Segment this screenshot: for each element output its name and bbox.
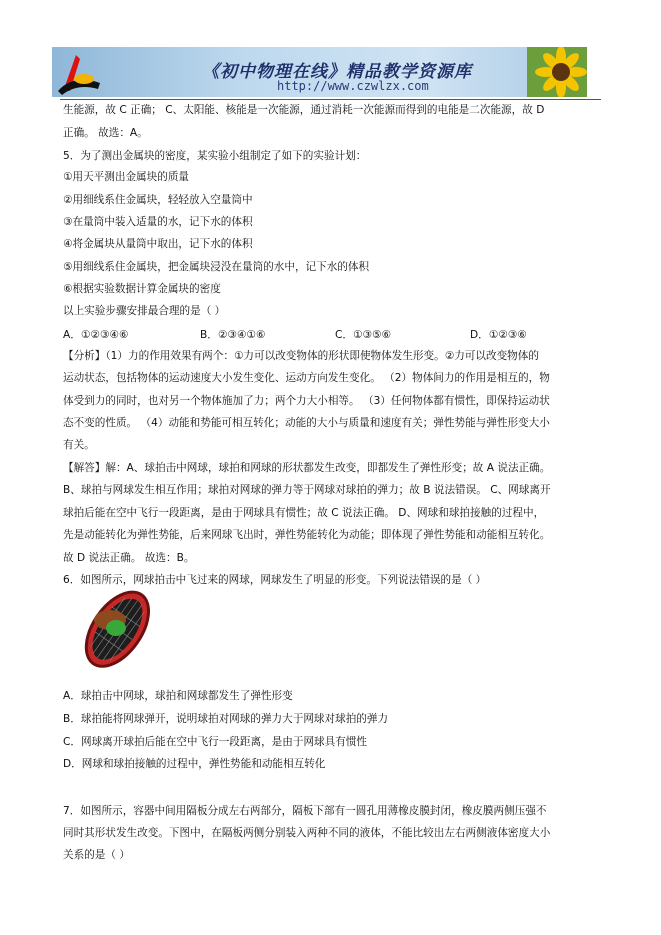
text-line: ①用天平测出金属块的质量: [63, 171, 190, 183]
text-line: 以上实验步骤安排最合理的是（ ）: [63, 305, 226, 317]
text-line: A．球拍击中网球，球拍和网球都发生了弹性形变: [63, 690, 293, 702]
text-line: ②用细线系住金属块，轻轻放入空量筒中: [63, 194, 253, 206]
text-line: 生能源，故 C 正确； C、太阳能、核能是一次能源，通过消耗一次能源而得到的电能是二次能源，故 D: [63, 104, 545, 116]
text-line: ④将金属块从量筒中取出，记下水的体积: [63, 238, 253, 250]
text-line: ⑤用细线系住金属块，把金属块浸没在量筒的水中，记下水的体积: [63, 261, 370, 273]
text-line: 正确。 故选：A。: [63, 127, 148, 139]
text-line: 5．为了测出金属块的密度，某实验小组制定了如下的实验计划：: [63, 150, 367, 162]
text-line: 有关。: [63, 439, 95, 451]
q5-option-a: A．①②③④⑥: [63, 329, 129, 341]
header-url: http://www.czwlzx.com: [277, 79, 429, 93]
text-line: 态不变的性质。 （4）动能和势能可相互转化；动能的大小与质量和速度有关；弹性势能与弹性形变大小: [63, 417, 550, 429]
text-line: B．球拍能将网球弹开，说明球拍对网球的弹力大于网球对球拍的弹力: [63, 713, 389, 725]
header-title: 《初中物理在线》精品教学资源库: [202, 62, 472, 82]
text-line: 故 D 说法正确。 故选：B。: [63, 552, 195, 564]
sunflower-icon: [527, 47, 587, 97]
text-line: C．网球离开球拍后能在空中飞行一段距离，是由于网球具有惯性: [63, 736, 368, 748]
text-line: 先是动能转化为弹性势能，后来网球飞出时，弹性势能转化为动能；即体现了弹性势能和动能相互转化。: [63, 529, 551, 541]
text-line: 同时其形状发生改变。下图中，在隔板两侧分别装入两种不同的液体，不能比较出左右两侧液体密度大小: [63, 827, 551, 839]
logo-icon: [54, 49, 104, 95]
q5-option-d: D．①②③⑥: [470, 329, 527, 341]
text-line: 7．如图所示，容器中间用隔板分成左右两部分，隔板下部有一圆孔用薄橡皮膜封闭，橡皮膜两侧压强不: [63, 805, 547, 817]
text-line: 体受到力的同时，也对另一个物体施加了力；两个力大小相等。 （3）任何物体都有惯性，即保持运动状: [63, 395, 550, 407]
text-line: ③在量筒中装入适量的水，记下水的体积: [63, 216, 253, 228]
text-line: B、球拍与网球发生相互作用；球拍对网球的弹力等于网球对球拍的弹力；故 B 说法错误。 C、网球离开: [63, 484, 551, 496]
text-line: 球拍后能在空中飞行一段距离，是由于网球具有惯性；故 C 说法正确。 D、网球和球拍接触的过程中，: [63, 507, 545, 519]
tennis-racket-image: [64, 590, 170, 680]
q5-option-b: B．②③④①⑥: [200, 329, 266, 341]
text-line: 【解答】解：A、球拍击中网球，球拍和网球的形状都发生改变，即都发生了弹性形变；故 A 说法正确。: [63, 462, 551, 474]
header-banner: [52, 47, 587, 97]
text-line: 运动状态，包括物体的运动速度大小发生变化、运动方向发生变化。 （2）物体间力的作用是相互的，物: [63, 372, 550, 384]
text-line: D．网球和球拍接触的过程中，弹性势能和动能相互转化: [63, 758, 326, 770]
text-line: 【分析】（1）力的作用效果有两个：①力可以改变物体的形状即使物体发生形变。②力可以改变物体的: [63, 350, 539, 362]
q5-option-c: C．①③⑤⑥: [335, 329, 391, 341]
text-line: ⑥根据实验数据计算金属块的密度: [63, 283, 221, 295]
text-line: 关系的是（ ）: [63, 849, 130, 861]
header-rule: [60, 99, 601, 100]
text-line: 6．如图所示，网球拍击中飞过来的网球，网球发生了明显的形变。下列说法错误的是（ ）: [63, 574, 487, 586]
